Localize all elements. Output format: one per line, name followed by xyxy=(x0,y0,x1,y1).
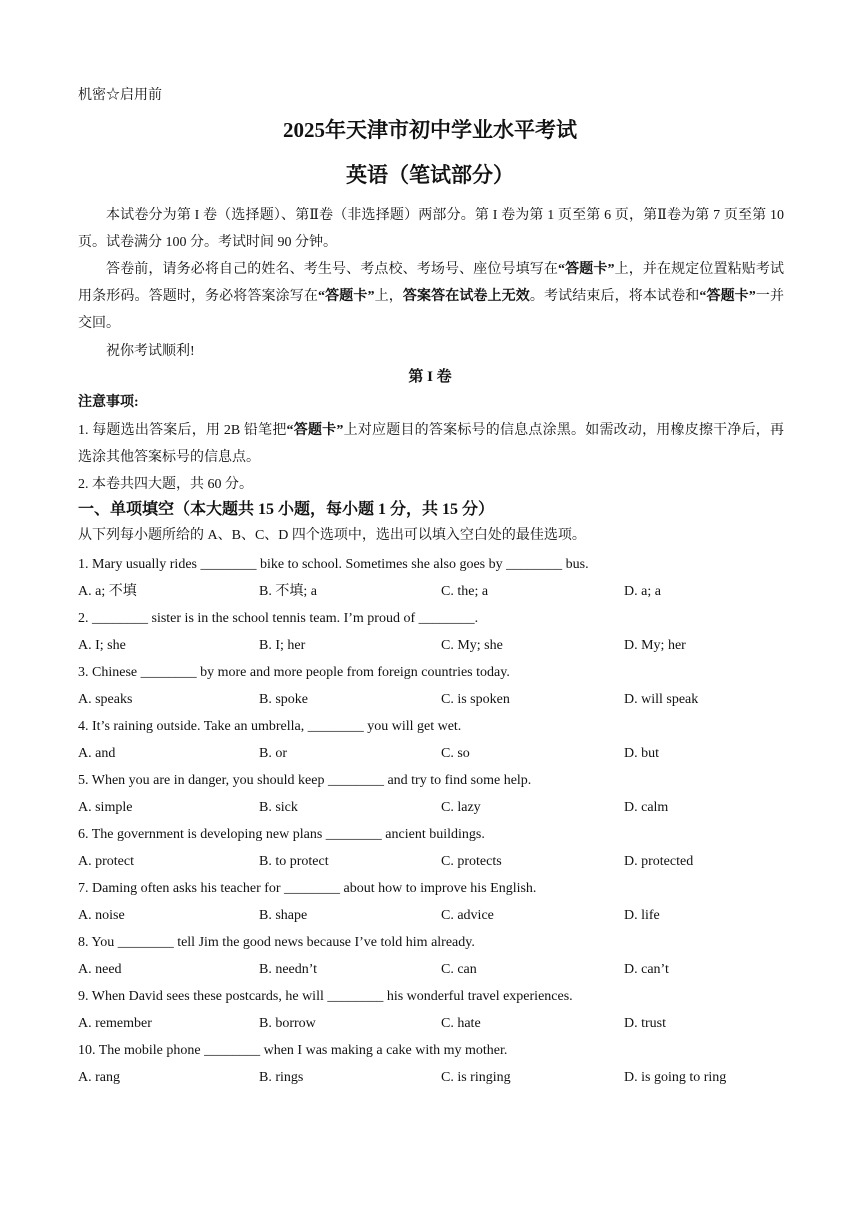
option-c: C. so xyxy=(441,746,470,761)
confidential-label: 机密☆启用前 xyxy=(78,88,162,103)
answer-card-emphasis: “答题卡” xyxy=(286,423,344,438)
option-b: B. rings xyxy=(259,1070,304,1085)
question-stem: 7. Daming often asks his teacher for ________ about how to improve his English. xyxy=(78,881,537,896)
option-c: C. My; she xyxy=(441,638,503,653)
option-d: D. will speak xyxy=(624,692,699,707)
intro-text: 答卷前，请务必将自己的姓名、考生号、考点校、考场号、座位号填写在 xyxy=(106,262,558,277)
option-b: B. shape xyxy=(259,908,308,923)
question-stem: 9. When David sees these postcards, he will ________ his wonderful travel experiences. xyxy=(78,989,573,1004)
option-c: C. hate xyxy=(441,1016,481,1031)
section-heading: 一、单项填空（本大题共 15 小题，每小题 1 分，共 15 分） xyxy=(78,501,495,518)
intro-text: 上，并在规定位置粘贴考试用条形码。答题时，务必将答案涂写在 xyxy=(78,262,784,304)
question-stem: 8. You ________ tell Jim the good news because I’ve told him already. xyxy=(78,935,475,950)
question-stem: 2. ________ sister is in the school tennis team. I’m proud of ________. xyxy=(78,611,479,626)
intro-paragraph-2 xyxy=(78,256,784,337)
intro-text: 。考试结束后，将本试卷和 xyxy=(529,289,700,304)
intro-text: 上， xyxy=(374,289,403,304)
option-b: B. I; her xyxy=(259,638,306,653)
option-a: A. simple xyxy=(78,800,133,815)
option-c: C. lazy xyxy=(441,800,481,815)
option-d: D. calm xyxy=(624,800,669,815)
option-d: D. My; her xyxy=(624,638,686,653)
option-b: B. spoke xyxy=(259,692,308,707)
volume-heading: 第 I 卷 xyxy=(408,369,452,385)
option-d: D. a; a xyxy=(624,584,661,599)
page-title: 2025年天津市初中学业水平考试 xyxy=(283,118,577,142)
option-a: A. rang xyxy=(78,1070,120,1085)
option-d: D. trust xyxy=(624,1016,666,1031)
intro-paragraph-1: 本试卷分为第 I 卷（选择题）、第Ⅱ卷（非选择题）两部分。第 I 卷为第 1 页至第 6 页，第Ⅱ卷为第 7 页至第 10 页。试卷满分 100 分。考试时间 90 分钟。 xyxy=(78,208,784,250)
option-c: C. is spoken xyxy=(441,692,510,707)
option-a: A. protect xyxy=(78,854,134,869)
question-stem: 1. Mary usually rides ________ bike to school. Sometimes she also goes by ________ bus. xyxy=(78,557,589,572)
notice-text: 上对应题目的答案标号的信息点涂黑。如需改动，用橡皮擦干净后，再选涂其他答案标号的信息点。 xyxy=(78,423,785,465)
good-luck-line: 祝你考试顺利! xyxy=(106,344,195,359)
option-b: B. to protect xyxy=(259,854,329,869)
option-d: D. protected xyxy=(624,854,694,869)
invalid-warning: 答案答在试卷上无效 xyxy=(402,289,530,304)
option-b: B. needn’t xyxy=(259,962,318,977)
question-stem: 6. The government is developing new plans ________ ancient buildings. xyxy=(78,827,485,842)
question-stem: 4. It’s raining outside. Take an umbrella, ________ you will get wet. xyxy=(78,719,462,734)
option-a: A. noise xyxy=(78,908,125,923)
question-stem: 3. Chinese ________ by more and more people from foreign countries today. xyxy=(78,665,510,680)
option-d: D. life xyxy=(624,908,660,923)
answer-card-emphasis: “答题卡” xyxy=(558,262,615,277)
page-subtitle: 英语（笔试部分） xyxy=(346,163,514,187)
option-b: B. sick xyxy=(259,800,298,815)
option-a: A. and xyxy=(78,746,116,761)
option-d: D. can’t xyxy=(624,962,669,977)
option-c: C. is ringing xyxy=(441,1070,511,1085)
option-d: D. but xyxy=(624,746,659,761)
question-stem: 5. When you are in danger, you should keep ________ and try to find some help. xyxy=(78,773,532,788)
notice-item-1 xyxy=(78,417,784,471)
answer-card-emphasis: “答题卡” xyxy=(318,289,375,304)
option-a: A. I; she xyxy=(78,638,126,653)
option-a: A. a; 不填 xyxy=(78,584,137,599)
option-b: B. or xyxy=(259,746,287,761)
option-c: C. the; a xyxy=(441,584,489,599)
option-c: C. protects xyxy=(441,854,502,869)
option-a: A. speaks xyxy=(78,692,133,707)
question-stem: 10. The mobile phone ________ when I was making a cake with my mother. xyxy=(78,1043,508,1058)
option-b: B. 不填; a xyxy=(259,584,317,599)
option-d: D. is going to ring xyxy=(624,1070,727,1085)
intro-text: 一并交回。 xyxy=(78,289,785,331)
notice-text: 1. 每题选出答案后，用 2B 铅笔把 xyxy=(78,423,287,438)
option-a: A. need xyxy=(78,962,122,977)
option-a: A. remember xyxy=(78,1016,152,1031)
notice-heading: 注意事项: xyxy=(78,395,139,410)
section-instruction: 从下列每小题所给的 A、B、C、D 四个选项中，选出可以填入空白处的最佳选项。 xyxy=(78,528,586,543)
option-c: C. advice xyxy=(441,908,494,923)
option-c: C. can xyxy=(441,962,477,977)
answer-card-emphasis: “答题卡” xyxy=(699,289,756,304)
notice-item-2: 2. 本卷共四大题，共 60 分。 xyxy=(78,477,253,492)
option-b: B. borrow xyxy=(259,1016,316,1031)
